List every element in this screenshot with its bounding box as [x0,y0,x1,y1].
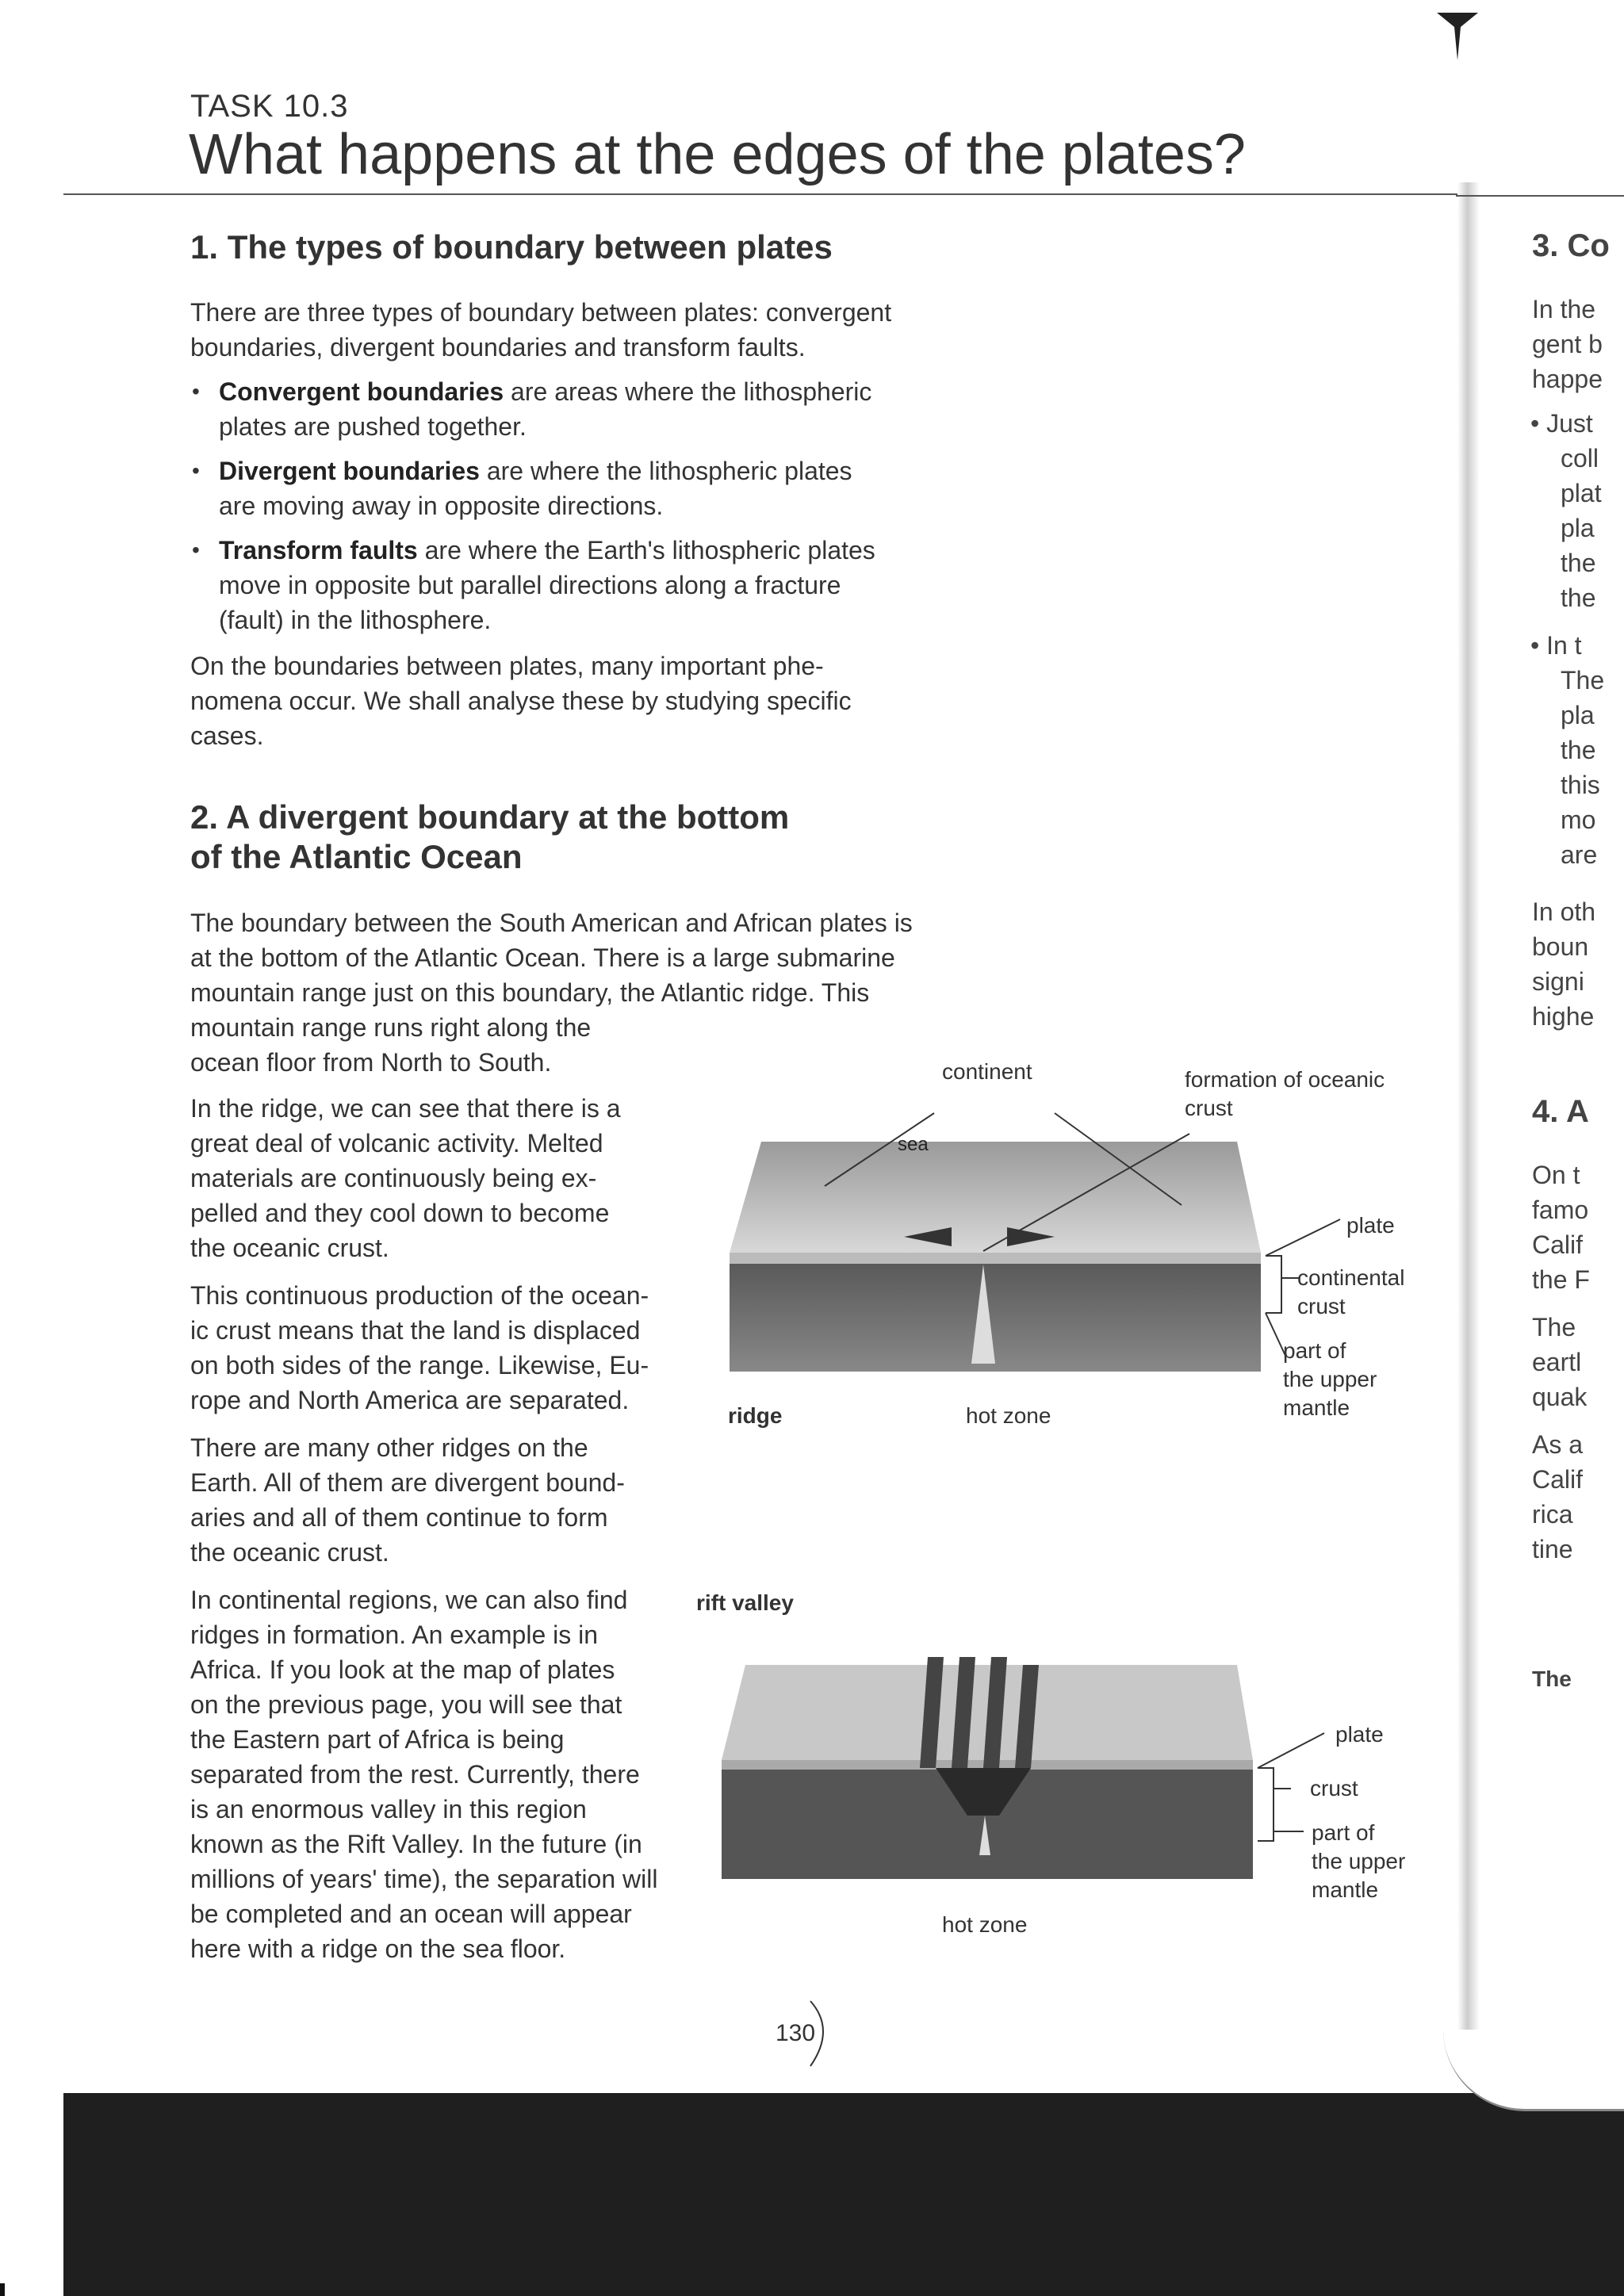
right-text-a: In the gent b happe [1532,295,1603,393]
label-sea: sea [898,1134,929,1155]
section-2-para-3: This continuous production of the ocean- ic crust means that the land is displaced on both sides of the range. Likewise, Eu- rope and North America are separated. [190,1281,649,1414]
label-rift-crust: crust [1310,1776,1358,1800]
page-title: What happens at the edges of the plates? [189,123,1246,186]
ocean-floor-surface [730,1142,1261,1253]
section-1-intro: There are three types of boundary between plates: convergent boundaries, divergent boundaries and transform faults. [190,298,892,362]
right-text-d: In oth boun signi highe [1532,897,1596,1031]
right-heading-4: 4. A [1532,1094,1589,1129]
section-2-para-4: There are many other ridges on the Earth. All of them are divergent bound- aries and all of them continue to form the oceanic crust. [190,1433,625,1567]
crust-top-edge [730,1253,1261,1264]
bullet-divergent: • Divergent boundaries are where the lithospheric plates are moving away in opposite directions. [219,453,914,523]
label-upper-mantle: part of the upper mantle [1283,1338,1377,1420]
binding-mark [1434,8,1481,63]
page-number-bracket [807,1998,839,2069]
right-text-f: The eartl quak [1532,1313,1588,1411]
bullet-dot: • [192,458,200,483]
label-rift-valley: rift valley [696,1590,794,1615]
right-text-g: As a Calif rica tine [1532,1430,1584,1563]
rift-plate-leader [1258,1733,1324,1768]
label-rift-mantle: part of the upper mantle [1312,1820,1406,1902]
task-number: TASK 10.3 [190,89,349,124]
section-2-heading: 2. A divergent boundary at the bottom of the Atlantic Ocean [190,798,790,875]
label-rift-plate: plate [1335,1722,1384,1747]
right-text-c: • In t The pla the this mo are [1530,631,1605,869]
section-2-para-1-cont: mountain range runs right along the ocean floor from North to South. [190,1013,592,1077]
bullet-convergent: • Convergent boundaries are areas where the lithospheric plates are pushed together. [219,374,914,444]
section-2-para-2: In the ridge, we can see that there is a great deal of volcanic activity. Melted materials are continuously being ex- pelled and they cool down to become the oceanic crust. [190,1094,621,1262]
section-2-para-1: The boundary between the South American and African plates is at the bottom of the Atlantic Ocean. There is a large submarine mountain range just on this boundary, the Atlantic ridge. This [190,909,913,1007]
section-1-outro: On the boundaries between plates, many important phe- nomena occur. We shall analyse these by studying specific cases. [190,652,852,750]
bullet-transform: • Transform faults are where the Earth's lithospheric plates move in opposite but parallel directions along a fracture (fault) in the lithosphere. [219,533,914,637]
label-hot-zone-1: hot zone [966,1403,1051,1428]
label-ridge: ridge [728,1403,783,1428]
right-text-e: On t famo Calif the F [1532,1161,1590,1294]
page-fold [1457,182,1480,2069]
right-text-the: The [1532,1667,1572,1691]
label-continental-crust: continental crust [1297,1265,1405,1318]
right-title-rule [1456,195,1624,197]
label-formation: formation of oceanic crust [1185,1067,1385,1120]
label-continent: continent [942,1059,1032,1084]
section-2-para-5: In continental regions, we can also find ridges in formation. An example is in Africa. If you look at the map of plates on the previous page, you will see that the Eastern part of Africa is being separated from the rest. Currently, there is an enormous valley in this region known as the Rift Valley. In the future (in millions of years' time), the separation will be completed and an ocean will appear here with a ridge on the sea floor. [190,1586,658,1963]
bullet-dot: • [192,538,200,562]
right-heading-3: 3. Co [1532,228,1610,263]
crust-block [730,1253,1261,1372]
scan-edge-mark [0,2283,5,2296]
label-plate: plate [1346,1213,1395,1238]
crust-bracket [1266,1256,1281,1313]
rift-crust-bracket [1258,1768,1274,1841]
page-number: 130 [776,2020,816,2046]
label-hot-zone-2: hot zone [942,1912,1028,1937]
title-rule [63,193,1467,195]
section-1-heading: 1. The types of boundary between plates [190,228,833,266]
scan-dark-band [63,2093,1624,2296]
bullet-dot: • [192,379,200,404]
right-text-b: • Just coll plat pla the the [1530,409,1602,612]
plate-leader [1266,1219,1340,1256]
